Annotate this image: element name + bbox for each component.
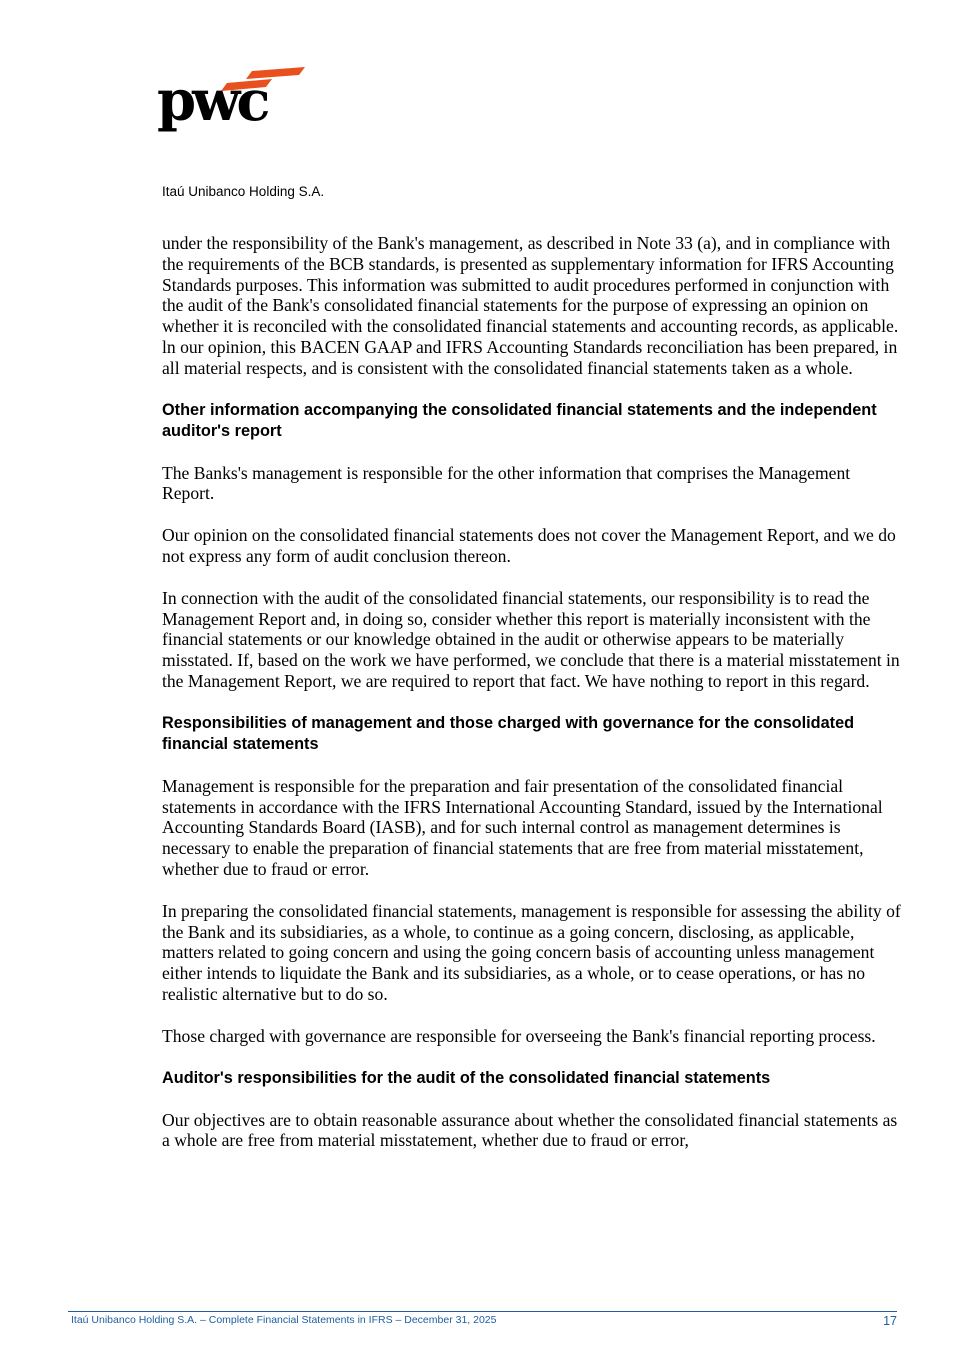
pwc-logo-text: pwc: [157, 68, 267, 134]
footer-divider: [68, 1311, 897, 1312]
pwc-logo: [157, 63, 307, 143]
heading-other-information: Other information accompanying the consolidated financial statements and the independent auditor's report: [162, 400, 877, 440]
document-body: [162, 233, 902, 1172]
paragraph-opinion-scope: Our opinion on the consolidated financial statements does not cover the Management Report, and we do not express any form of audit conclusion thereon.: [162, 525, 896, 566]
paragraph-fair-presentation: Management is responsible for the preparation and fair presentation of the consolidated financial statements in accordance with the IFRS International Accounting Standard, issued by the International Accounting Standards Board (IASB), and for such internal control as management determines is necessary to enable the preparation of financial statements that are free from material misstatement, whether due to fraud or error.: [162, 775, 883, 879]
paragraph-objectives: Our objectives are to obtain reasonable assurance about whether the consolidated financial statements as a whole are free from material misstatement, whether due to fraud or error,: [162, 1109, 898, 1151]
page-number: 17: [883, 1314, 897, 1328]
paragraph-auditor-responsibility: In connection with the audit of the consolidated financial statements, our responsibility is to read the Management Report and, in doing so, consider whether this report is materially inconsistent with the financial statements or our knowledge obtained in the audit or otherwise appears to be materially misstated. If, based on the work we have performed, we conclude that there is a material misstatement in the Management Report, we are required to report that fact. We have nothing to report in this regard.: [162, 587, 900, 691]
company-name: Itaú Unibanco Holding S.A.: [162, 184, 325, 199]
paragraph-governance: Those charged with governance are responsible for overseeing the Bank's financial reporting process.: [162, 1025, 876, 1046]
paragraph-going-concern: In preparing the consolidated financial statements, management is responsible for assessing the ability of the Bank and its subsidiaries, as a whole, to continue as a going concern, disclosing, as applicable, matters related to going concern and using the going concern basis of accounting unless management either intends to liquidate the Bank and its subsidiaries, as a whole, or to cease operations, or has no realistic alternative but to do so.: [162, 900, 901, 1004]
heading-management-responsibilities: Responsibilities of management and those charged with governance for the consolidated financial statements: [162, 713, 855, 753]
paragraph-management-report: The Banks's management is responsible for the other information that comprises the Management Report.: [162, 462, 851, 504]
paragraph-reconciliation: under the responsibility of the Bank's management, as described in Note 33 (a), and in compliance with the requirements of the BCB standards, is presented as supplementary information for IFRS Accounting Standards purposes. This information was submitted to audit procedures performed in conjunction with the audit of the Bank's consolidated financial statements for the purpose of expressing an opinion on whether it is reconciled with the consolidated financial statements and accounting records, as applicable. ln our opinion, this BACEN GAAP and IFRS Accounting Standards reconciliation has been prepared, in all material respects, and is consistent with the consolidated financial statements taken as a whole.: [162, 233, 899, 378]
footer-text: Itaú Unibanco Holding S.A. – Complete Financial Statements in IFRS – December 31, 2025: [71, 1314, 497, 1326]
heading-auditor-responsibilities: Auditor's responsibilities for the audit of the consolidated financial statements: [162, 1068, 771, 1087]
